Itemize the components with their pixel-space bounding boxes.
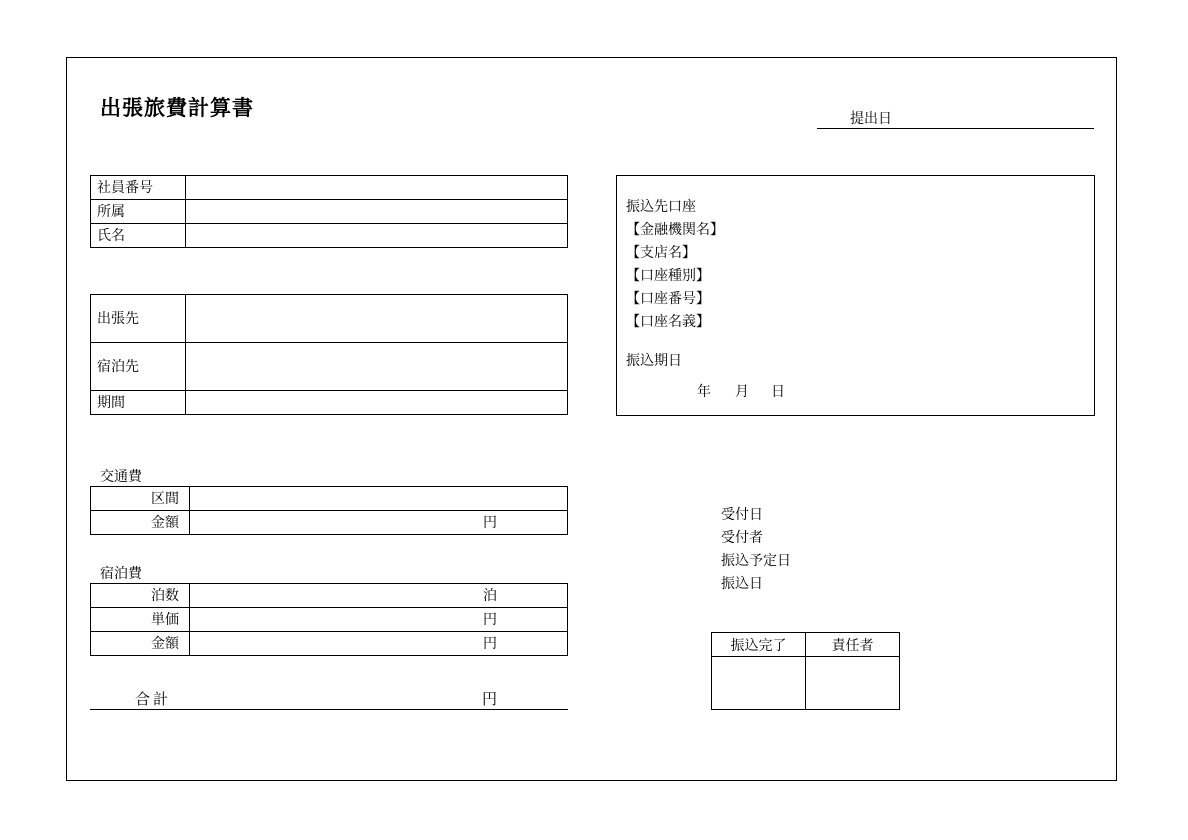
person-in-charge-header: 責任者: [806, 633, 900, 657]
transport-section-label: 交通費: [100, 469, 142, 485]
reception-list: [721, 504, 791, 596]
total-field[interactable]: [90, 709, 568, 710]
destination-label: 出張先: [91, 295, 186, 343]
month-label: 月: [735, 384, 749, 400]
total-label: 合計: [135, 690, 172, 708]
bank-name-field[interactable]: 【金融機関名】: [626, 222, 724, 238]
department-label: 所属: [91, 200, 186, 224]
table-row: [91, 584, 568, 608]
table-row: [91, 632, 568, 656]
form-title: 出張旅費計算書: [100, 96, 254, 120]
table-row: [91, 511, 568, 535]
transfer-due-date-field[interactable]: [697, 381, 785, 401]
nights-label: 泊数: [91, 584, 190, 608]
department-field[interactable]: [186, 200, 568, 224]
submit-date-label: 提出日: [850, 111, 892, 127]
account-type-field[interactable]: 【口座種別】: [626, 268, 710, 284]
account-number-field[interactable]: 【口座番号】: [626, 291, 710, 307]
trip-table: [90, 294, 568, 415]
transfer-date-label: 振込日: [721, 576, 763, 592]
employee-table: [90, 175, 568, 248]
lodging-amount-field[interactable]: [190, 632, 568, 656]
approval-stamp-table: [711, 632, 900, 710]
table-row: [91, 391, 568, 415]
employee-number-label: 社員番号: [91, 176, 186, 200]
currency-unit: 円: [483, 611, 497, 628]
employee-number-field[interactable]: [186, 176, 568, 200]
year-label: 年: [697, 384, 711, 400]
table-row: [91, 295, 568, 343]
name-label: 氏名: [91, 224, 186, 248]
unit-price-field[interactable]: [190, 608, 568, 632]
period-label: 期間: [91, 391, 186, 415]
currency-unit: 円: [483, 514, 497, 531]
destination-field[interactable]: [186, 295, 568, 343]
lodging-amount-label: 金額: [91, 632, 190, 656]
currency-unit: 円: [483, 635, 497, 652]
spacer: [626, 334, 724, 350]
transfer-due-label: 振込期日: [626, 353, 682, 369]
lodging-place-field[interactable]: [186, 343, 568, 391]
route-field[interactable]: [190, 487, 568, 511]
period-field[interactable]: [186, 391, 568, 415]
transfer-complete-stamp-cell[interactable]: [712, 657, 806, 710]
lodging-section-label: 宿泊費: [100, 566, 142, 582]
form-border: [66, 57, 1117, 781]
received-date-label: 受付日: [721, 507, 763, 523]
transport-amount-label: 金額: [91, 511, 190, 535]
day-label: 日: [771, 384, 785, 400]
transfer-complete-header: 振込完了: [712, 633, 806, 657]
bank-account-info: [626, 196, 724, 373]
nights-unit: 泊: [483, 587, 497, 604]
scheduled-transfer-date-label: 振込予定日: [721, 553, 791, 569]
branch-name-field[interactable]: 【支店名】: [626, 245, 696, 261]
table-row: [91, 224, 568, 248]
table-row: [91, 200, 568, 224]
person-in-charge-stamp-cell[interactable]: [806, 657, 900, 710]
table-row: [91, 487, 568, 511]
table-row: [91, 176, 568, 200]
route-label: 区間: [91, 487, 190, 511]
receiver-label: 受付者: [721, 530, 763, 546]
table-row: [712, 633, 900, 657]
name-field[interactable]: [186, 224, 568, 248]
table-row: [91, 343, 568, 391]
unit-price-label: 単価: [91, 608, 190, 632]
table-row: [91, 608, 568, 632]
lodging-table: [90, 583, 568, 656]
account-holder-field[interactable]: 【口座名義】: [626, 314, 710, 330]
nights-field[interactable]: [190, 584, 568, 608]
submit-date-field[interactable]: [817, 128, 1094, 129]
transport-amount-field[interactable]: [190, 511, 568, 535]
lodging-place-label: 宿泊先: [91, 343, 186, 391]
transport-table: [90, 486, 568, 535]
total-unit: 円: [482, 690, 498, 708]
bank-heading: 振込先口座: [626, 199, 696, 215]
table-row: [712, 657, 900, 710]
